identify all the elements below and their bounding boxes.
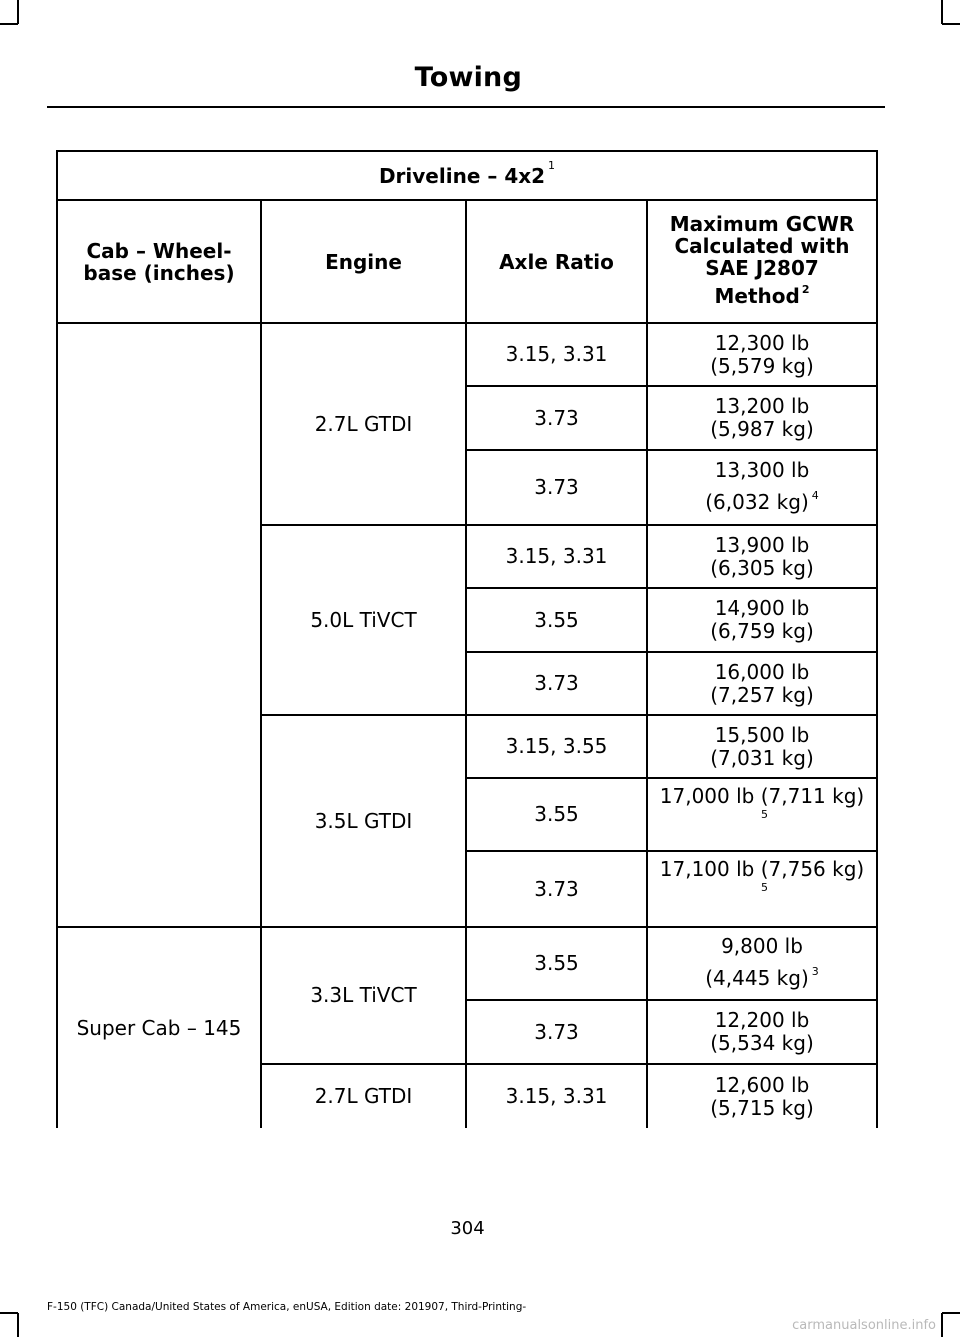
engine-label: 3.3L TiVCT: [310, 983, 417, 1007]
engine-cell: [262, 928, 465, 1063]
gcwr-lb: 13,900 lb: [714, 532, 810, 557]
gcwr-kg: (7,257 kg): [710, 682, 814, 707]
gcwr-kg: (6,759 kg): [710, 619, 814, 643]
header-gcwr-line: SAE J2807: [705, 255, 819, 280]
crop-mark: [0, 23, 18, 25]
gcwr-lb: 12,200 lb: [714, 1008, 810, 1032]
table-title-footnote: 1: [548, 158, 556, 172]
engine-cell: [262, 1065, 465, 1128]
header-gcwr-line: Maximum GCWR: [669, 211, 855, 236]
header-axle-ratio: [467, 201, 646, 322]
axle-ratio-value: 3.55: [534, 802, 579, 826]
gcwr-cell: [648, 1001, 876, 1063]
gcwr-lb: 13,200 lb: [714, 394, 810, 418]
axle-ratio-value: 3.15, 3.31: [505, 342, 608, 366]
table-border: [876, 150, 878, 1128]
gcwr-cell: [648, 526, 876, 587]
header-cab-line: Cab – Wheel-: [86, 238, 232, 263]
axle-ratio-cell: [467, 451, 646, 524]
engine-cell: [262, 526, 465, 714]
gcwr-cell: [648, 653, 876, 714]
gcwr-lb: 15,500 lb: [714, 722, 810, 747]
axle-ratio-value: 3.73: [534, 405, 579, 430]
gcwr-cell: [648, 451, 876, 524]
header-cab-wheelbase: [58, 201, 260, 322]
gcwr-lb: 9,800 lb: [721, 933, 803, 958]
gcwr-kg: (7,031 kg): [710, 745, 814, 770]
axle-ratio-value: 3.15, 3.55: [505, 734, 608, 758]
axle-ratio-value: 3.55: [534, 951, 579, 975]
gcwr-kg: (5,715 kg): [710, 1095, 814, 1120]
axle-ratio-cell: [467, 1065, 646, 1128]
axle-ratio-value: 3.15, 3.31: [505, 544, 608, 568]
gcwr-lb: 12,600 lb: [714, 1072, 810, 1097]
header-cab-line: base (inches): [83, 260, 235, 285]
crop-mark: [942, 23, 960, 25]
gcwr-lb: 13,300 lb: [714, 457, 810, 482]
gcwr-cell: [648, 1065, 876, 1128]
gcwr-cell: [648, 716, 876, 777]
section-title: Towing: [414, 62, 522, 93]
axle-ratio-cell: [467, 653, 646, 714]
header-gcwr-line: Method: [714, 283, 800, 308]
engine-label: 3.5L GTDI: [314, 808, 413, 833]
gcwr-lb: 14,900 lb: [714, 596, 810, 620]
gcwr-kg: (4,445 kg): [705, 965, 809, 990]
gcwr-footnote: 5: [761, 808, 768, 821]
header-engine-text: Engine: [325, 249, 402, 274]
gcwr-footnote: 3: [811, 964, 819, 978]
crop-mark: [942, 1312, 960, 1314]
engine-label: 2.7L GTDI: [314, 411, 413, 436]
header-gcwr-line: Calculated with: [674, 233, 850, 258]
gcwr-kg: (5,534 kg): [710, 1031, 814, 1055]
gcwr-cell: [648, 779, 876, 850]
gcwr-kg-line: [705, 964, 819, 993]
gcwr-kg: (6,305 kg): [710, 555, 814, 580]
gcwr-kg: (5,579 kg): [710, 353, 814, 378]
cab-label: Super Cab – 145: [76, 1015, 242, 1040]
header-divider: [47, 106, 885, 108]
axle-ratio-cell: [467, 779, 646, 850]
axle-ratio-value: 3.73: [534, 671, 579, 695]
axle-ratio-value: 3.73: [534, 876, 579, 901]
gcwr-kg: (6,032 kg): [705, 489, 809, 514]
engine-label: 5.0L TiVCT: [310, 607, 417, 632]
gcwr-cell: [648, 928, 876, 999]
gcwr-kg-line: [705, 488, 819, 517]
axle-ratio-value: 3.15, 3.31: [505, 1084, 608, 1108]
crop-mark: [17, 0, 19, 24]
footer-edition: F-150 (TFC) Canada/United States of America, enUSA, Edition date: 201907, Third-Printing-: [47, 1301, 527, 1313]
engine-label: 2.7L GTDI: [314, 1084, 413, 1108]
watermark: carmanualsonline.info: [792, 1318, 936, 1333]
header-gcwr-footnote: 2: [801, 282, 810, 296]
axle-ratio-value: 3.73: [534, 475, 579, 499]
axle-ratio-value: 3.55: [534, 607, 579, 632]
gcwr-footnote: 5: [761, 881, 768, 894]
engine-cell: [262, 324, 465, 524]
header-gcwr-method: [714, 282, 810, 311]
crop-mark: [0, 1312, 18, 1314]
gcwr-lb: 17,100 lb (7,756 kg): [659, 857, 865, 881]
header-engine: [262, 201, 465, 322]
header-axle-text: Axle Ratio: [499, 249, 614, 274]
axle-ratio-cell: [467, 387, 646, 449]
header-max-gcwr: [648, 201, 876, 322]
axle-ratio-cell: [467, 324, 646, 385]
crop-mark: [941, 1313, 943, 1337]
gcwr-cell: [648, 589, 876, 651]
cab-cell: [58, 928, 260, 1128]
axle-ratio-cell: [467, 716, 646, 777]
engine-cell: [262, 716, 465, 926]
axle-ratio-cell: [467, 928, 646, 999]
gcwr-lb: 12,300 lb: [714, 330, 810, 355]
gcwr-cell: [648, 852, 876, 926]
page-number: 304: [450, 1218, 485, 1239]
axle-ratio-cell: [467, 526, 646, 587]
gcwr-cell: [648, 324, 876, 385]
axle-ratio-cell: [467, 852, 646, 926]
crop-mark: [17, 1313, 19, 1337]
towing-table: [56, 150, 878, 1128]
gcwr-kg: (5,987 kg): [710, 417, 814, 441]
gcwr-lb: 17,000 lb (7,711 kg): [659, 784, 865, 808]
axle-ratio-cell: [467, 1001, 646, 1063]
gcwr-cell: [648, 387, 876, 449]
gcwr-lb: 16,000 lb: [714, 659, 810, 684]
gcwr-footnote: 4: [811, 488, 819, 502]
axle-ratio-value: 3.73: [534, 1019, 579, 1044]
axle-ratio-cell: [467, 589, 646, 651]
crop-mark: [941, 0, 943, 24]
table-title: [58, 152, 876, 199]
table-title-text: Driveline – 4x2: [378, 163, 546, 188]
